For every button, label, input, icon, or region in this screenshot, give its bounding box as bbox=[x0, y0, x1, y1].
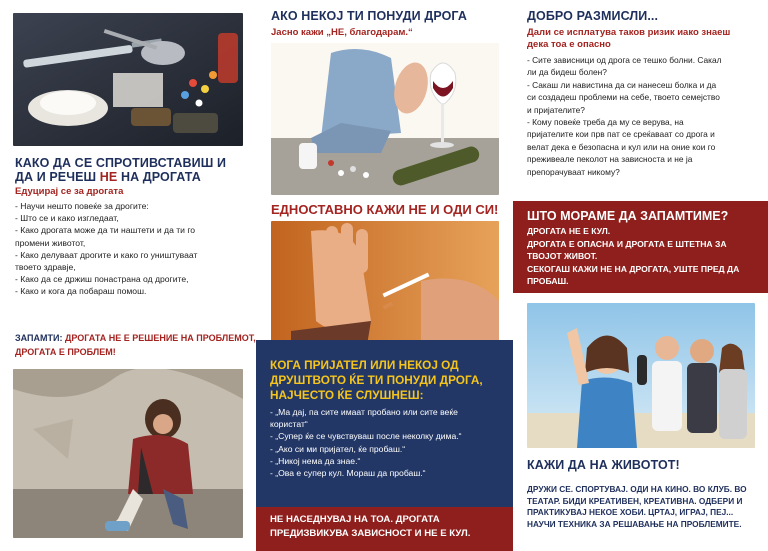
wine-photo bbox=[271, 43, 499, 195]
footer-line: ПРЕДИЗВИКУВА ЗАВИСНОСТ И НЕ Е КУЛ. bbox=[270, 528, 471, 539]
remember-line: ПРОБАШ. bbox=[527, 276, 569, 286]
life-line: НАУЧИ ТЕХНИКА ЗА РЕШАВАЊЕ НА ПРОБЛЕМИТЕ. bbox=[527, 518, 742, 529]
col1-remember-line1 bbox=[15, 331, 256, 345]
remember-line: СЕКОГАШ КАЖИ НЕ НА ДРОГАТА, УШТЕ ПРЕД ДА bbox=[527, 263, 740, 274]
col1-heading-line2 bbox=[15, 170, 245, 184]
col3-subheading bbox=[527, 27, 730, 51]
col3-subheading-line: Дали се исплатува таков ризик иако знаеш bbox=[527, 27, 731, 38]
drugs-photo bbox=[13, 13, 243, 146]
col3-subheading-line: дека тоа е опасно bbox=[527, 39, 611, 50]
life-line: ДРУЖИ СЕ. СПОРТУВАЈ. ОДИ НА КИНО. ВО КЛУБ. ВО bbox=[527, 484, 747, 494]
remember-lines bbox=[527, 225, 739, 288]
col1-bullet-list bbox=[15, 200, 250, 298]
list-item: - Научи нешто повеќе за дрогите: bbox=[15, 201, 149, 211]
list-item: - Кому повеќе треба да му се верува, на bbox=[527, 117, 684, 128]
list-item: - Како и кога да побараш помош. bbox=[15, 286, 147, 297]
list-item: - Што се и како изгледаат, bbox=[15, 213, 119, 224]
quote-list bbox=[270, 406, 461, 479]
col3-heading: ДОБРО РАЗМИСЛИ... bbox=[527, 9, 659, 23]
list-item: - „Никој нема да знае.“ bbox=[270, 455, 361, 466]
friend-panel bbox=[256, 340, 513, 507]
list-item: - Како делуваат дрогите и како го уништуваат bbox=[15, 249, 198, 260]
friends-photo bbox=[527, 303, 755, 448]
friend-heading-line: КОГА ПРИЈАТЕЛ ИЛИ НЕКОЈ ОД bbox=[270, 358, 459, 372]
remember-line: ДРОГАТА НЕ Е КУЛ. bbox=[527, 226, 611, 236]
friend-heading-line: НАЈЧЕСТО ЌЕ СЛУШНЕШ: bbox=[270, 388, 424, 402]
remember-text-1: ДРОГАТА НЕ Е РЕШЕНИЕ НА ПРОБЛЕМОТ, bbox=[64, 333, 256, 343]
list-item: - „Ма дај, па сите имаат пробано или сите веќе bbox=[270, 407, 458, 417]
footer-line: НЕ НАСЕДНУВАЈ НА ТОА. ДРОГАТА bbox=[270, 514, 440, 525]
remember-panel bbox=[513, 201, 768, 293]
col1-heading-line1: КАКО ДА СЕ СПРОТИВСТАВИШ И bbox=[15, 156, 227, 170]
remember-text-2: ДРОГАТА Е ПРОБЛЕМ! bbox=[15, 347, 116, 357]
life-line: ПРАКТИКУВАЈ НЕКОЕ ХОБИ. ЦРТАЈ, ИГРАЈ, ПЕЈ... bbox=[527, 507, 734, 517]
life-line: ТЕАТАР. БИДИ КРЕАТИВЕН, КРЕАТИВНА. ОДБЕРИ И bbox=[527, 495, 743, 506]
list-item: промени животот, bbox=[15, 237, 86, 248]
remember-heading: ШТО МОРАМЕ ДА ЗАПАМТИМЕ? bbox=[527, 209, 729, 223]
list-item: - „Ако си ми пријател, ќе пробаш.“ bbox=[270, 443, 406, 454]
cigarette-photo bbox=[271, 221, 499, 351]
list-item: - Како да се држиш понастрана од дрогите, bbox=[15, 274, 189, 285]
list-item: преживеале пеколот на зависноста и не ја bbox=[527, 154, 693, 165]
friend-heading-line: ДРУШТВОТО ЌЕ ТИ ПОНУДИ ДРОГА, bbox=[270, 373, 483, 387]
list-item: - Како дрогата може да ти наштети и да ти го bbox=[15, 225, 196, 236]
friend-heading bbox=[270, 358, 483, 403]
list-item: препорачуваат никому? bbox=[527, 166, 620, 177]
list-item: користат“ bbox=[270, 419, 308, 430]
remember-label: ЗАПАМТИ: bbox=[15, 333, 65, 343]
list-item: и пријателите? bbox=[527, 104, 585, 115]
list-item: - Сакаш ли навистина да си нанесеш болка и да bbox=[527, 79, 717, 90]
list-item: пријателите кои прв пат се среќаваат со дрога и bbox=[527, 129, 715, 140]
col1-heading-no: НЕ bbox=[99, 170, 118, 184]
life-lines bbox=[527, 484, 747, 530]
list-item: си создадеш проблеми на себе, твоето семејство bbox=[527, 92, 720, 103]
list-item: велат дека е безопасна и кул или на оние кои го bbox=[527, 141, 716, 152]
col1-heading-part-c: НА ДРОГАТА bbox=[117, 170, 201, 184]
col1-heading bbox=[15, 156, 245, 184]
col1-remember bbox=[15, 331, 256, 359]
col2-footer-panel bbox=[256, 507, 513, 551]
remember-line: ТВОЈОТ ЖИВОТ. bbox=[527, 251, 598, 261]
col2-heading: АКО НЕКОЈ ТИ ПОНУДИ ДРОГА bbox=[271, 9, 467, 23]
col2-subheading: Јасно кажи „НЕ, благодарам.“ bbox=[271, 27, 413, 38]
girl-photo bbox=[13, 369, 243, 538]
remember-line: ДРОГАТА Е ОПАСНА И ДРОГАТА Е ШТЕТНА ЗА bbox=[527, 238, 727, 249]
slogan: ЕДНОСТАВНО КАЖИ НЕ И ОДИ СИ! bbox=[271, 202, 499, 217]
col1-heading-part-a: ДА И РЕЧЕШ bbox=[15, 170, 100, 184]
col1-subheading: Едуцирај се за дрогата bbox=[15, 186, 124, 197]
list-item: твоето здравје, bbox=[15, 262, 76, 273]
list-item: ли да бидеш болен? bbox=[527, 67, 607, 78]
life-heading: КАЖИ ДА НА ЖИВОТОТ! bbox=[527, 458, 680, 472]
list-item: - „Ова е супер кул. Мораш да пробаш.“ bbox=[270, 468, 426, 479]
list-item: - Сите зависници од дрога се тешко болни. Сакал bbox=[527, 55, 722, 65]
col2-footer-text bbox=[270, 513, 470, 541]
col3-bullet-list bbox=[527, 54, 765, 178]
list-item: - „Супер ќе се чувствуваш после неколку дима.“ bbox=[270, 431, 462, 442]
